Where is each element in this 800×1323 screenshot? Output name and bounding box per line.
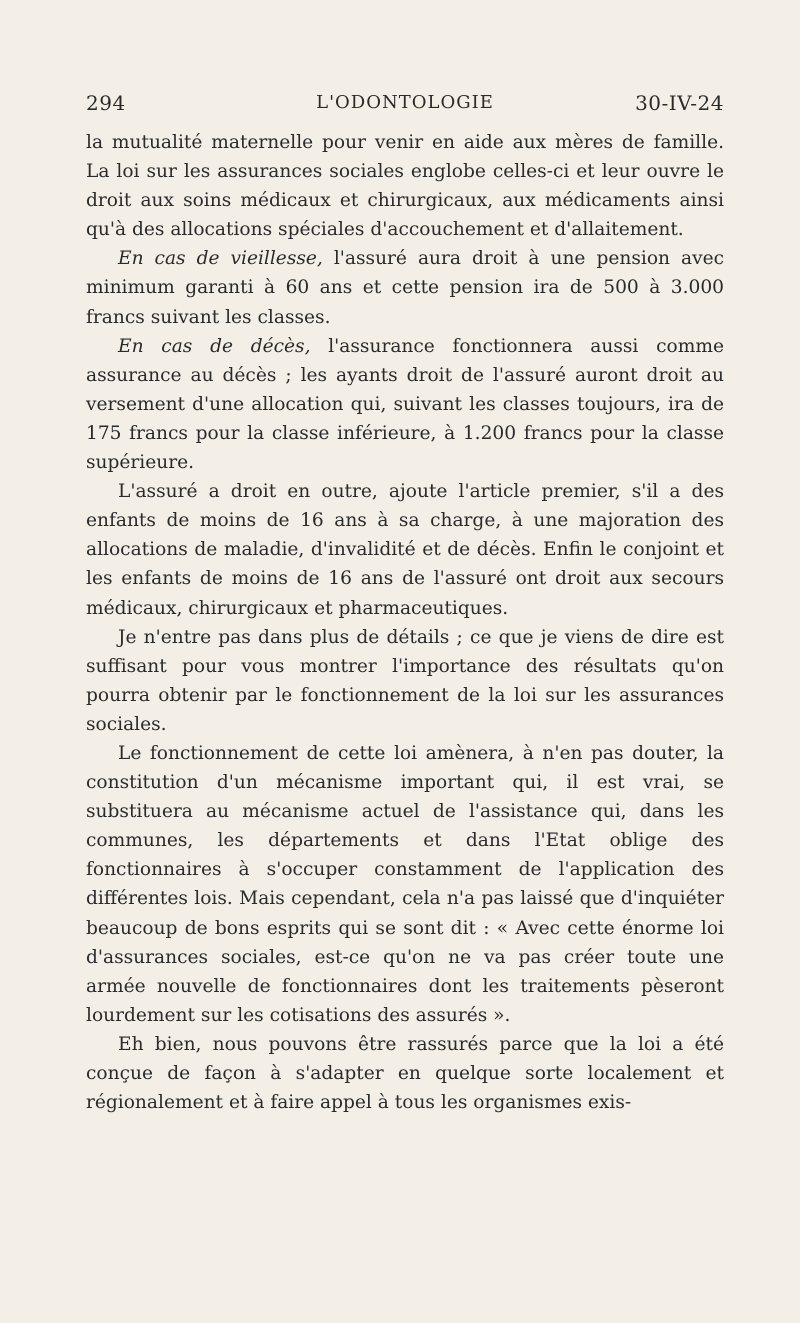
page-number: 294 <box>86 91 126 115</box>
body-text <box>86 128 724 1117</box>
running-header <box>86 88 724 118</box>
italic-lead: En cas de décès, <box>118 335 311 357</box>
paragraph-text: L'assuré a droit en outre, ajoute l'article premier, s'il a des enfants de moins de 16 ans à sa charge, à une majoration des allocations de maladie, d'invalidité et de décès. Enfin le conjoint et les enfants de moins de 16 ans de l'assuré ont droit aux secours médicaux, chirurgicaux et pharmaceutiques. <box>86 481 724 619</box>
paragraph-text: Je n'entre pas dans plus de détails ; ce que je viens de dire est suffisant pour vous montrer l'importance des résultats qu'on pourra obtenir par le fonctionnement de la loi sur les assurances sociales. <box>86 626 724 735</box>
paragraph <box>86 332 724 477</box>
italic-lead: En cas de vieillesse, <box>118 248 323 270</box>
paragraph-text: Le fonctionnement de cette loi amènera, à n'en pas douter, la constitution d'un mécanisme important qui, il est vrai, se substituera au mécanisme actuel de l'assistance qui, dans les communes, les départements et dans l'Etat oblige des fonctionnaires à s'occuper constamment de l'application des différentes lois. Mais cependant, cela n'a pas laissé que d'inquiéter beaucoup de bons esprits qui se sont dit : « Avec cette énorme loi d'assurances sociales, est-ce qu'on ne va pas créer toute une armée nouvelle de fonctionnaires dont les traitements pèseront lourdement sur les cotisations des assurés ». <box>86 742 724 1026</box>
paragraph <box>86 1030 724 1117</box>
paragraph-text: l'assurance fonctionnera aussi comme assurance au décès ; les ayants droit de l'assuré auront droit au versement d'une allocation qui, suivant les classes toujours, ira de 175 francs pour la classe inférieure, à 1.200 francs pour la classe supérieure. <box>86 335 724 474</box>
issue-date: 30-IV-24 <box>635 91 724 115</box>
paragraph <box>86 623 724 739</box>
paragraph <box>86 128 724 244</box>
paragraph-text: Eh bien, nous pouvons être rassurés parce que la loi a été conçue de façon à s'adapter en quelque sorte localement et régionalement et à faire appel à tous les organismes exis- <box>86 1033 724 1114</box>
paragraph-text: la mutualité maternelle pour venir en aide aux mères de famille. La loi sur les assurances sociales englobe celles-ci et leur ouvre le droit aux soins médicaux et chirurgicaux, aux médicaments ainsi qu'à des allocations spéciales d'accouchement et d'allaitement. <box>86 132 724 241</box>
journal-title: L'ODONTOLOGIE <box>316 92 494 113</box>
paragraph-text: l'assuré aura droit à une pension avec minimum garanti à 60 ans et cette pension ira de 500 à 3.000 francs suivant les classes. <box>86 248 724 328</box>
paragraph <box>86 477 724 622</box>
paragraph <box>86 244 724 331</box>
paragraph <box>86 739 724 1030</box>
